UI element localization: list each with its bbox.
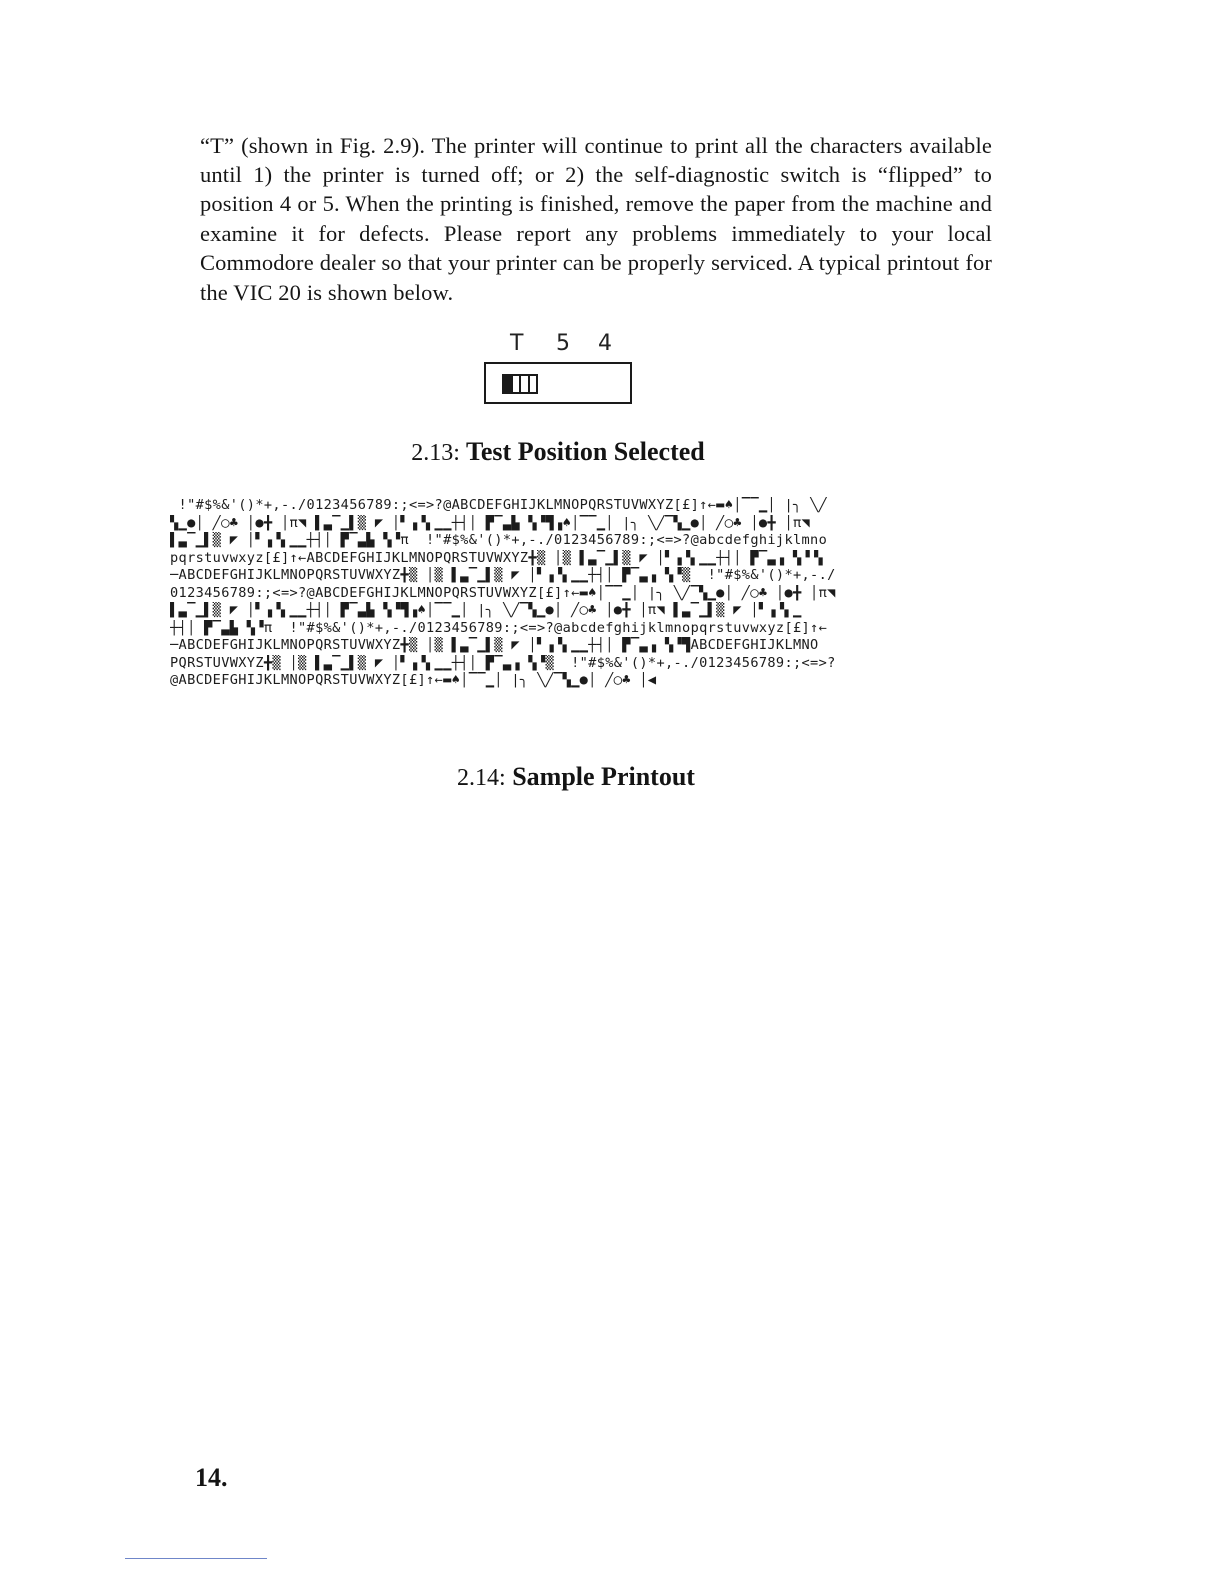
sample-printout xyxy=(170,497,1020,690)
printout-line: ▚▁●│ ╱◯♣ │●╋ │π◥ ▌▃▔▁▌▒ ◤ │▘▗▝▖▁▁┼┤│ ▛▔▃▙ ▚▝▜▗♠│▔▔▁│ |╮ ╲╱▔▚▁●│ ╱◯♣ │●╋ │π◥ xyxy=(170,514,811,531)
printout-line: @ABCDEFGHIJKLMNOPQRSTUVWXYZ[£]↑←▬♠│▔▔▁│ |╮ ╲╱▔▚▁●│ ╱◯♣ │◀ xyxy=(170,672,657,688)
printout-line: ▌▃▔▁▌▒ ◤ │▘▗▝▖▁▁┼┤│ ▛▔▃▙ ▚▝▜▗♠│▔▔▁│ |╮ ╲╱▔▚▁●│ ╱◯♣ │●╋ │π◥ ▌▃▔▁▌▒ ◤ │▘▗▝▖▁ xyxy=(170,602,802,618)
dip-switch-bank-icon xyxy=(502,374,538,394)
switch-label-5: 5 xyxy=(556,331,570,356)
figure-title: Test Position Selected xyxy=(465,437,705,466)
printout-line: 0123456789:;<=>?@ABCDEFGHIJKLMNOPQRSTUVWXYZ[£]↑←▬♠│▔▔▁│ |╮ ╲╱▔▚▁●│ ╱◯♣ │●╋ │π◥ xyxy=(170,584,836,601)
figure-caption-sample-printout xyxy=(0,762,1188,792)
printout-line: ─ABCDEFGHIJKLMNOPQRSTUVWXYZ╋▒ │▒ ▌▃▔▁▌▒ ◤ │▘▗▝▖▁▁┼┤│ ▛▔▃▗ ▚▝▜ABCDEFGHIJKLMNO xyxy=(170,637,819,653)
printout-line: pqrstuvwxyz[£]↑←ABCDEFGHIJKLMNOPQRSTUVWXYZ╋▒ │▒ ▌▃▔▁▌▒ ◤ │▘▗▝▖▁▁┼┤│ ▛▔▃▗ ▚▝▝▖ xyxy=(170,549,828,566)
figure-number: 2.13: xyxy=(411,440,460,466)
dip-switch-lever xyxy=(504,376,513,392)
page-number: 14. xyxy=(195,1463,228,1492)
figure-caption-test-position xyxy=(0,437,1170,467)
printout-line: ─ABCDEFGHIJKLMNOPQRSTUVWXYZ╋▒ │▒ ▌▃▔▁▌▒ ◤ │▘▗▝▖▁▁┼┤│ ▛▔▃▗ ▚▝▒ !"#$%&'()*+,-./ xyxy=(170,567,836,583)
printout-line: ┼┤│ ▛▔▃▙ ▚▝π !"#$%&'()*+,-./0123456789:;<=>?@abcdefghijklmnopqrstuvwxyz[£]↑← xyxy=(170,619,828,636)
printout-line: PQRSTUVWXYZ╋▒ │▒ ▌▃▔▁▌▒ ◤ │▘▗▝▖▁▁┼┤│ ▛▔▃▗ ▚▝▒ !"#$%&'()*+,-./0123456789:;<=>? xyxy=(170,654,836,671)
dip-switch-diagram xyxy=(484,362,632,404)
printout-line: !"#$%&'()*+,-./0123456789:;<=>?@ABCDEFGHIJKLMNOPQRSTUVWXYZ[£]↑←▬♠│▔▔▁│ |╮ ╲╱ xyxy=(170,497,828,513)
printout-line: ▌▃▔▁▌▒ ◤ │▘▗▝▖▁▁┼┤│ ▛▔▃▙ ▚▝π !"#$%&'()*+,-./0123456789:;<=>?@abcdefghijklmno xyxy=(170,532,828,548)
figure-title: Sample Printout xyxy=(512,762,695,791)
dip-switch-lever xyxy=(530,376,537,392)
figure-number: 2.14: xyxy=(457,765,506,791)
switch-label-test: T xyxy=(510,331,524,356)
switch-position-labels xyxy=(488,331,638,361)
footer-divider xyxy=(125,1558,267,1559)
switch-label-4: 4 xyxy=(598,331,612,356)
dip-switch-lever xyxy=(513,376,522,392)
body-paragraph: “T” (shown in Fig. 2.9). The printer will continue to print all the characters available until 1) the printer is turned off; or 2) the self-diagnostic switch is “flipped” to position 4 or 5. When the printing is finished, remove the paper from the machine and examine it for defects. Please report any problems immediately to your local Commodore dealer so that your printer can be properly serviced. A typical printout for the VIC 20 is shown below. xyxy=(200,132,992,305)
dip-switch-lever xyxy=(521,376,530,392)
